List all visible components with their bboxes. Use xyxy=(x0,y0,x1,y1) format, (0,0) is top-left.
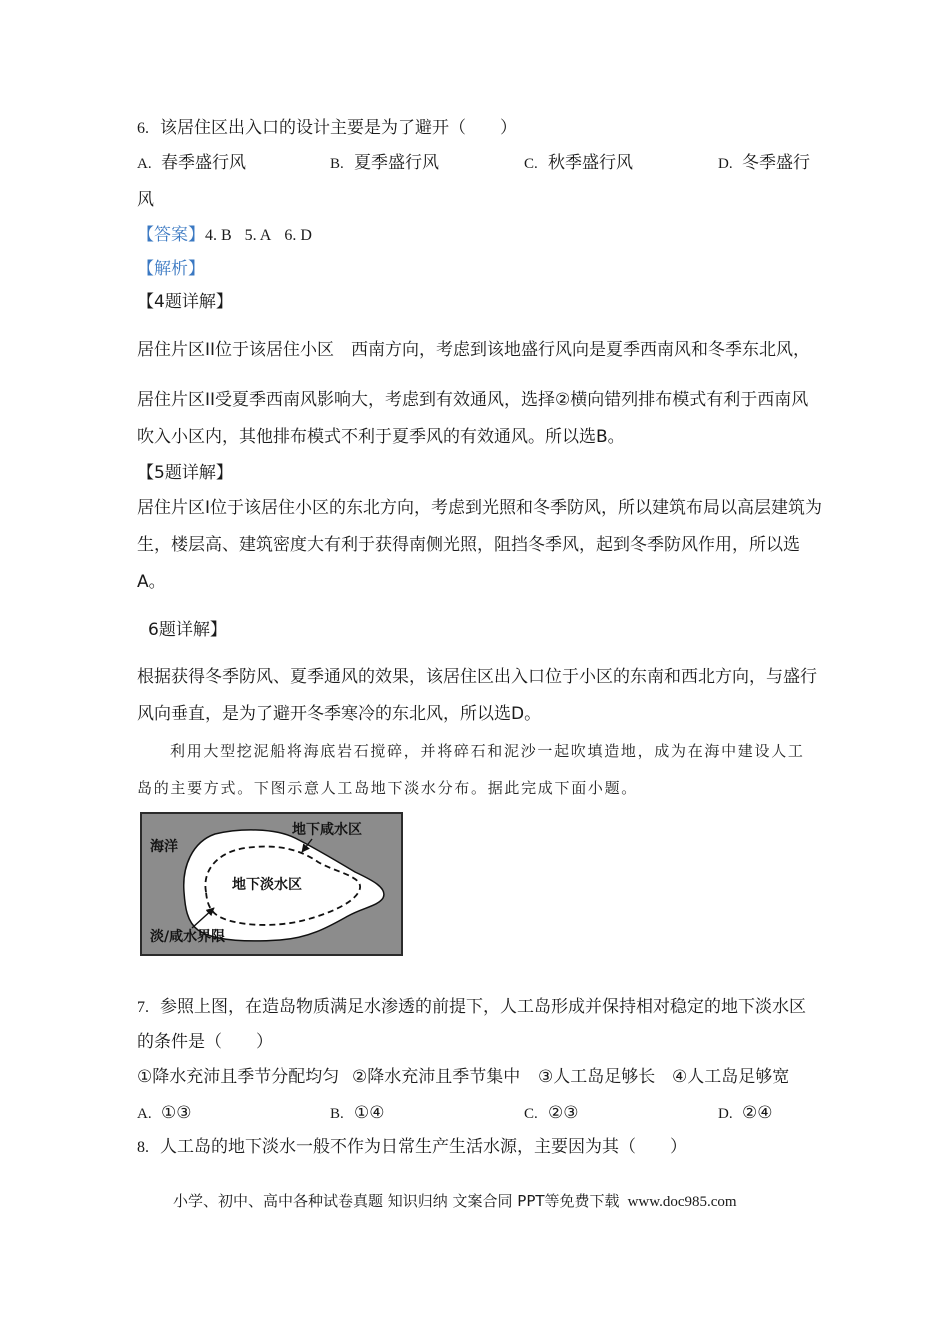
option-letter: D. xyxy=(718,156,733,172)
option-letter: B. xyxy=(330,156,344,172)
detail-6-line: 风向垂直，是为了避开冬季寒冷的东北风，所以选D。 xyxy=(137,704,542,724)
detail-5-line: 生，楼层高、建筑密度大有利于获得南侧光照，阻挡冬季风，起到冬季防风作用，所以选 xyxy=(137,535,800,555)
question-7-text: 参照上图，在造岛物质满足水渗透的前提下，人工岛形成并保持相对稳定的地下淡水区 xyxy=(160,997,806,1017)
detail-4-line: 居住片区II受夏季西南风影响大，考虑到有效通风，选择②横向错列排布模式有利于西南风 xyxy=(137,390,809,410)
option-text: ②④ xyxy=(742,1103,773,1123)
question-7-statement: ③人工岛足够长 xyxy=(538,1067,656,1087)
detail-4-line: 居住片区II位于该居住小区 西南方向，考虑到该地盛行风向是夏季西南风和冬季东北风， xyxy=(137,340,811,360)
footer-url: www.doc985.com xyxy=(627,1194,737,1210)
option-text: ②③ xyxy=(548,1103,579,1123)
option-letter: D. xyxy=(718,1106,733,1122)
question-7-statement: ①降水充沛且季节分配均匀 xyxy=(137,1067,340,1087)
question-7-option-a xyxy=(137,1102,191,1125)
detail-6-line: 根据获得冬季防风、夏季通风的效果，该居住区出入口位于小区的东南和西北方向，与盛行 xyxy=(137,667,817,687)
option-text: 春季盛行风 xyxy=(161,153,246,173)
option-text: ①④ xyxy=(354,1103,385,1123)
question-6-option-d-continuation: 风 xyxy=(137,190,154,210)
label-freshwater-zone: 地下淡水区 xyxy=(232,877,302,893)
answer-item: 6. D xyxy=(284,227,312,244)
label-fresh-salt-boundary: 淡/咸水界限 xyxy=(150,929,226,945)
question-7-statement: ④人工岛足够宽 xyxy=(672,1067,790,1087)
option-letter: C. xyxy=(524,156,538,172)
option-letter: C. xyxy=(524,1106,538,1122)
option-text: 冬季盛行 xyxy=(742,153,810,173)
detail-4-heading: 【4题详解】 xyxy=(137,292,233,312)
passage-line: 岛的主要方式。下图示意人工岛地下淡水分布。据此完成下面小题。 xyxy=(137,779,639,797)
question-6-text: 该居住区出入口的设计主要是为了避开（ ） xyxy=(160,118,517,138)
option-text: ①③ xyxy=(161,1103,192,1123)
question-7-option-c xyxy=(524,1102,578,1125)
question-7-option-d xyxy=(718,1102,772,1125)
artificial-island-figure xyxy=(140,812,403,956)
detail-5-heading: 【5题详解】 xyxy=(137,463,233,483)
answer-item: 5. A xyxy=(244,227,272,244)
question-6-option-b xyxy=(330,152,439,175)
question-8-number: 8. xyxy=(137,1139,149,1156)
option-letter: A. xyxy=(137,156,152,172)
question-7-option-b xyxy=(330,1102,384,1125)
question-7-number: 7. xyxy=(137,999,149,1016)
detail-5-line: 居住片区I位于该居住小区的东北方向，考虑到光照和冬季防风，所以建筑布局以高层建筑为 xyxy=(137,498,823,518)
question-6-number: 6. xyxy=(137,120,149,137)
answer-item: 4. B xyxy=(205,227,232,244)
option-letter: A. xyxy=(137,1106,152,1122)
page-footer xyxy=(173,1191,737,1212)
detail-5-line: A。 xyxy=(137,572,166,592)
analysis-label: 【解析】 xyxy=(137,259,205,279)
question-6-option-a xyxy=(137,152,246,175)
question-6-option-d xyxy=(718,152,810,175)
option-letter: B. xyxy=(330,1106,344,1122)
option-text: 夏季盛行风 xyxy=(354,153,439,173)
detail-4-line: 吹入小区内，其他排布模式不利于夏季风的有效通风。所以选B。 xyxy=(137,427,625,447)
question-6-stem xyxy=(137,117,517,140)
label-ocean: 海洋 xyxy=(150,839,178,855)
question-8-stem xyxy=(137,1136,687,1159)
question-7-stem-continuation: 的条件是（ ） xyxy=(137,1032,273,1052)
question-8-text: 人工岛的地下淡水一般不作为日常生产生活水源，主要因为其（ ） xyxy=(160,1137,687,1157)
answer-line xyxy=(137,224,325,247)
footer-text: 小学、初中、高中各种试卷真题 知识归纳 文案合同 PPT等免费下载 xyxy=(173,1192,620,1210)
detail-6-heading: 6题详解】 xyxy=(148,620,227,640)
passage-line: 利用大型挖泥船将海底岩石搅碎，并将碎石和泥沙一起吹填造地，成为在海中建设人工 xyxy=(170,742,805,760)
option-text: 秋季盛行风 xyxy=(548,153,633,173)
question-7-stem xyxy=(137,996,806,1019)
question-7-statement: ②降水充沛且季节集中 xyxy=(352,1067,521,1087)
question-6-option-c xyxy=(524,152,633,175)
answer-label: 【答案】 xyxy=(137,225,205,245)
label-saltwater-zone: 地下咸水区 xyxy=(292,822,362,838)
